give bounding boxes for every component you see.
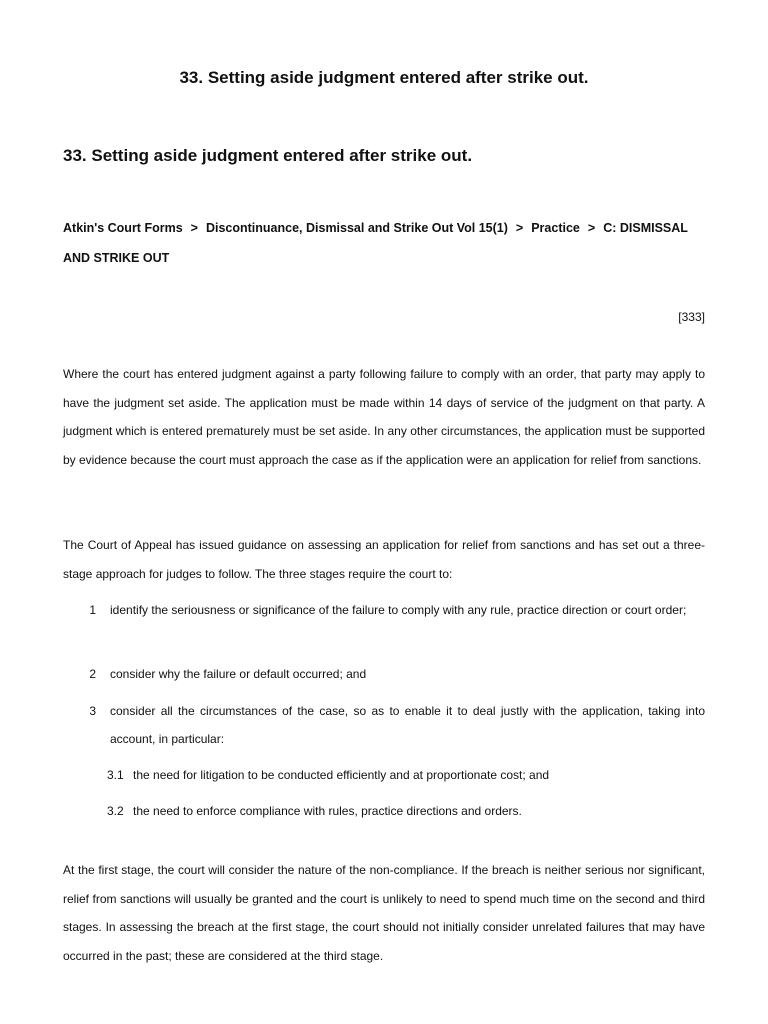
breadcrumb-item-practice[interactable]: Practice — [531, 221, 580, 235]
list-number: 3 — [89, 704, 96, 718]
page-title-centered: 33. Setting aside judgment entered after strike out. — [179, 68, 589, 87]
sublist-text: the need to enforce compliance with rules, practice directions and orders. — [133, 804, 522, 818]
list-text: identify the seriousness or significance of the failure to comply with any rule, practice direction or court order; — [110, 603, 687, 617]
breadcrumb-separator: > — [587, 221, 596, 235]
breadcrumb — [63, 213, 705, 273]
section-title: 33. Setting aside judgment entered after strike out. — [63, 146, 473, 165]
breadcrumb-item-atkins-court-forms[interactable]: Atkin's Court Forms — [63, 221, 183, 235]
sublist-number: 3.1 — [107, 768, 124, 782]
list-text: consider why the failure or default occurred; and — [110, 667, 367, 681]
paragraph-number: [333] — [678, 310, 705, 324]
sublist-text: the need for litigation to be conducted efficiently and at proportionate cost; and — [133, 768, 550, 782]
sublist-number: 3.2 — [107, 804, 124, 818]
breadcrumb-separator: > — [515, 221, 524, 235]
paragraph-guidance: The Court of Appeal has issued guidance on assessing an application for relief from sanctions and has set out a three-stage approach for judges to follow. The three stages require the court to: — [63, 538, 705, 581]
list-number: 2 — [89, 667, 96, 681]
breadcrumb-separator: > — [190, 221, 198, 235]
breadcrumb-item-volume[interactable]: Discontinuance, Dismissal and Strike Out Vol 15(1) — [205, 221, 508, 235]
paragraph-first-stage: At the first stage, the court will consider the nature of the non-compliance. If the breach is neither serious nor significant, relief from sanctions will usually be granted and the court is unlikely to need to spend much time on the second and third stages. In assessing the breach at the first stage, the court should not initially consider unrelated failures that may have occurred in the past; these are considered at the third stage. — [63, 863, 705, 963]
list-text: consider all the circumstances of the case, so as to enable it to deal justly with the application, taking into account, in particular: — [110, 704, 705, 746]
breadcrumb-item-dismissal[interactable]: C: DISMISSAL AND STRIKE OUT — [63, 221, 688, 265]
paragraph-intro: Where the court has entered judgment against a party following failure to comply with an order, that party may apply to have the judgment set aside. The application must be made within 14 days of service of the judgment on that party. A judgment which is entered prematurely must be set aside. In any other circumstances, the application must be supported by evidence because the court must approach the case as if the application were an application for relief from sanctions. — [63, 367, 705, 467]
list-number: 1 — [89, 603, 96, 617]
